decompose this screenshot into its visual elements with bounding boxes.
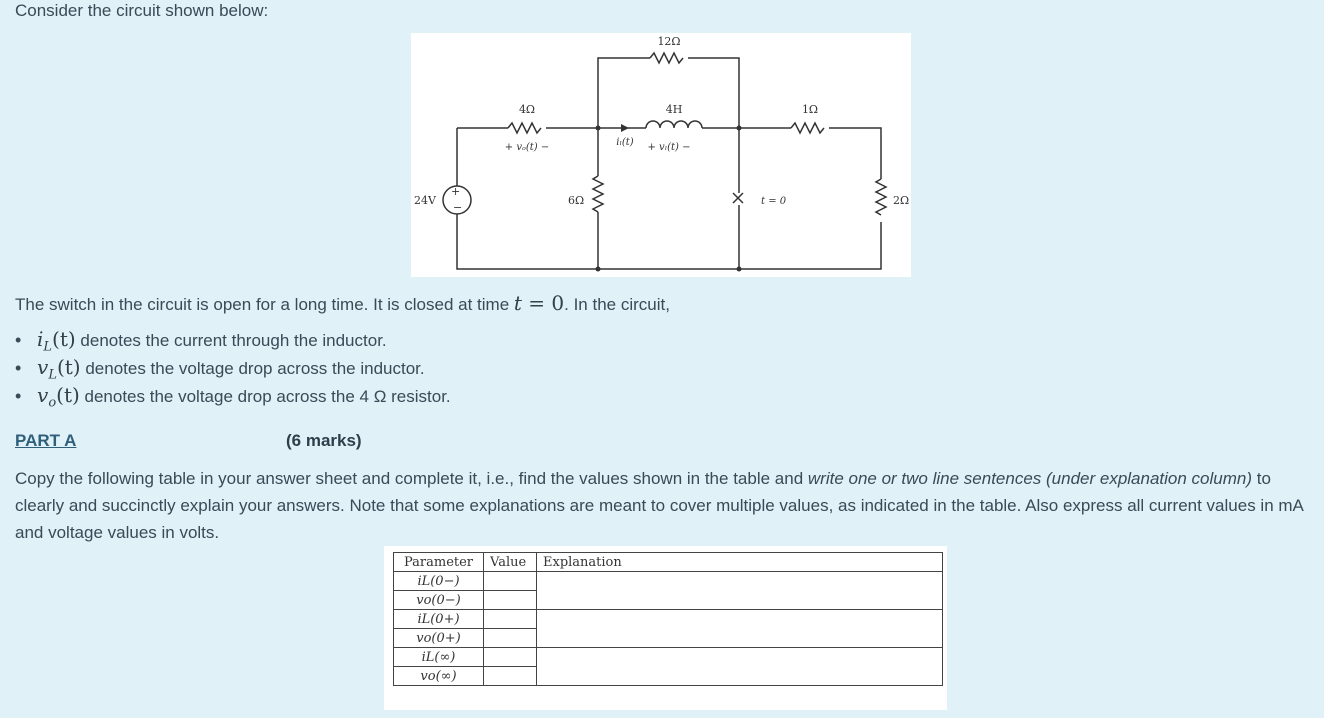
paragraph-text-before: The switch in the circuit is open for a long time. It is closed at time <box>15 295 514 314</box>
label-2-ohm: 2Ω <box>893 194 910 207</box>
svg-text:−: − <box>453 201 463 214</box>
inductor-4H <box>646 121 702 128</box>
list-item: • $v_o(t)$ denotes the voltage drop across the 4 Ω resistor. <box>15 383 451 411</box>
header-explanation: Explanation <box>537 553 943 572</box>
label-il: iₗ(t) <box>616 137 634 148</box>
label-vl: + vₗ(t) − <box>647 142 691 153</box>
label-source: 24V <box>414 194 436 207</box>
resistor-4-ohm <box>508 123 541 133</box>
answer-table-image <box>384 546 947 710</box>
table-row: iL(∞) <box>394 648 943 667</box>
resistor-2-ohm <box>876 179 886 215</box>
resistor-12-ohm <box>650 53 683 63</box>
label-12-ohm: 12Ω <box>657 35 681 48</box>
table-row: iL(0+) <box>394 610 943 629</box>
label-vo: + vₒ(t) − <box>504 142 550 153</box>
switch-paragraph <box>15 291 670 315</box>
answer-table <box>393 552 943 686</box>
instructions-text: Copy the following table in your answer sheet and complete it, i.e., find the values shown in the table and write one or two line sentences (under explanation column) to clearly and succinctly explain your answers. Note that some explanations are meant to cover multiple values, as indicated in the table. Also express all current values in mA and voltage values in volts. <box>15 469 1303 542</box>
part-title: PART A <box>15 431 77 450</box>
table-row: vo(∞) <box>394 667 943 686</box>
intro-text: Consider the circuit shown below: <box>15 1 269 20</box>
list-item: • $v_L(t)$ denotes the voltage drop across the inductor. <box>15 355 425 383</box>
label-inductor: 4H <box>665 103 683 116</box>
table-header-row <box>394 553 943 572</box>
label-6-ohm: 6Ω <box>568 194 585 207</box>
math-eq: = 0 <box>521 291 565 315</box>
math-t: t <box>513 291 522 315</box>
paragraph-text-after: . In the circuit, <box>564 295 670 314</box>
label-switch: t = 0 <box>761 196 787 207</box>
header-parameter: Parameter <box>394 553 484 572</box>
list-item: • $i_L(t)$ denotes the current through the inductor. <box>15 327 387 355</box>
table-row: iL(0−) <box>394 572 943 591</box>
circuit-diagram <box>411 33 911 277</box>
table-row: vo(0−) <box>394 591 943 610</box>
table-row: vo(0+) <box>394 629 943 648</box>
header-value: Value <box>484 553 537 572</box>
resistor-1-ohm <box>791 123 824 133</box>
svg-text:+: + <box>451 185 461 198</box>
definitions-list <box>15 327 451 411</box>
label-1-ohm: 1Ω <box>801 103 819 116</box>
label-4-ohm: 4Ω <box>518 103 536 116</box>
resistor-6-ohm <box>593 176 603 212</box>
part-marks: (6 marks) <box>286 431 362 450</box>
switch-mark <box>733 193 743 203</box>
